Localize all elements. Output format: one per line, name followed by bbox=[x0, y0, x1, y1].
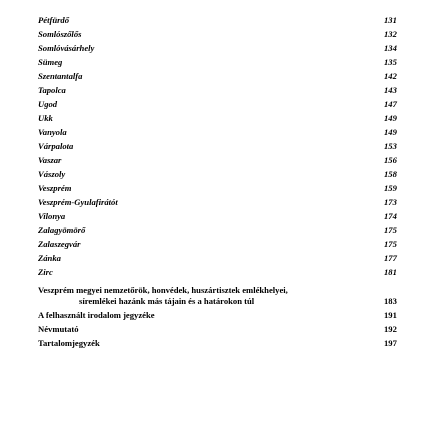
toc-entry-title: Vanyola bbox=[38, 127, 67, 137]
toc-entry-title: Várpalota bbox=[38, 141, 74, 151]
toc-entry-page: 175 bbox=[384, 239, 397, 249]
toc-entry-title: Ukk bbox=[38, 113, 53, 123]
toc-entry-page: 156 bbox=[384, 155, 397, 165]
toc-entry-page: 149 bbox=[384, 113, 397, 123]
toc-entry-title: Somlóvásárhely bbox=[38, 43, 95, 53]
toc-entry-title: Zirc bbox=[38, 267, 53, 277]
toc-entry-title: Veszprém-Gyulafirátót bbox=[38, 197, 118, 207]
toc-section-entry bbox=[38, 285, 404, 307]
toc-entry-page: 131 bbox=[384, 15, 397, 25]
toc-entry-title: Pétfürdő bbox=[38, 15, 70, 25]
toc-entry-page: 173 bbox=[384, 197, 397, 207]
toc-entry-title: Veszprém bbox=[38, 183, 72, 193]
toc-section-title: Névmutató bbox=[38, 324, 79, 334]
toc-entry-page: 174 bbox=[384, 211, 397, 221]
toc-entry-title: Zalaszegvár bbox=[38, 239, 81, 249]
toc-entry-title: Tapolca bbox=[38, 85, 66, 95]
toc-entry-page: 158 bbox=[384, 169, 397, 179]
toc-entry-page: 175 bbox=[384, 225, 397, 235]
toc-section-page: 183 bbox=[384, 296, 397, 306]
toc-entry-title: Vaszar bbox=[38, 155, 62, 165]
toc-section-title: A felhasznált irodalom jegyzéke bbox=[38, 310, 155, 320]
toc-entry-page: 181 bbox=[384, 267, 397, 277]
toc-entry-page: 143 bbox=[384, 85, 397, 95]
toc-section-title-line2: síremlékei hazánk más tájain és a határokon túl bbox=[79, 296, 255, 306]
toc-section-page: 197 bbox=[384, 338, 397, 348]
toc-entry-page: 134 bbox=[384, 43, 397, 53]
toc-section-title-line1: Veszprém megyei nemzetőrök, honvédek, huszártisztek emlékhelyei, bbox=[38, 285, 288, 295]
toc-section-page: 192 bbox=[384, 324, 397, 334]
toc-section-title bbox=[38, 285, 288, 307]
toc-section-page: 191 bbox=[384, 310, 397, 320]
toc-entry-page: 153 bbox=[384, 141, 397, 151]
toc-entry-page: 132 bbox=[384, 29, 397, 39]
toc-entry-title: Ugod bbox=[38, 99, 58, 109]
toc-entry-page: 135 bbox=[384, 57, 397, 67]
toc-entry-page: 177 bbox=[384, 253, 397, 263]
toc-entry-page: 142 bbox=[384, 71, 397, 81]
toc-entry-title: Somlószőlős bbox=[38, 29, 82, 39]
toc-entry-title: Vászoly bbox=[38, 169, 66, 179]
toc-section-title: Tartalomjegyzék bbox=[38, 338, 100, 348]
toc-entry-title: Sümeg bbox=[38, 57, 63, 67]
toc-entry-page: 147 bbox=[384, 99, 397, 109]
toc-entry-page: 159 bbox=[384, 183, 397, 193]
toc-entry-title: Szentantalfa bbox=[38, 71, 83, 81]
toc-entry-title: Vilonya bbox=[38, 211, 66, 221]
toc-entry-page: 149 bbox=[384, 127, 397, 137]
toc-entry-title: Zánka bbox=[38, 253, 61, 263]
toc-entry-title: Zalagyömörő bbox=[38, 225, 86, 235]
